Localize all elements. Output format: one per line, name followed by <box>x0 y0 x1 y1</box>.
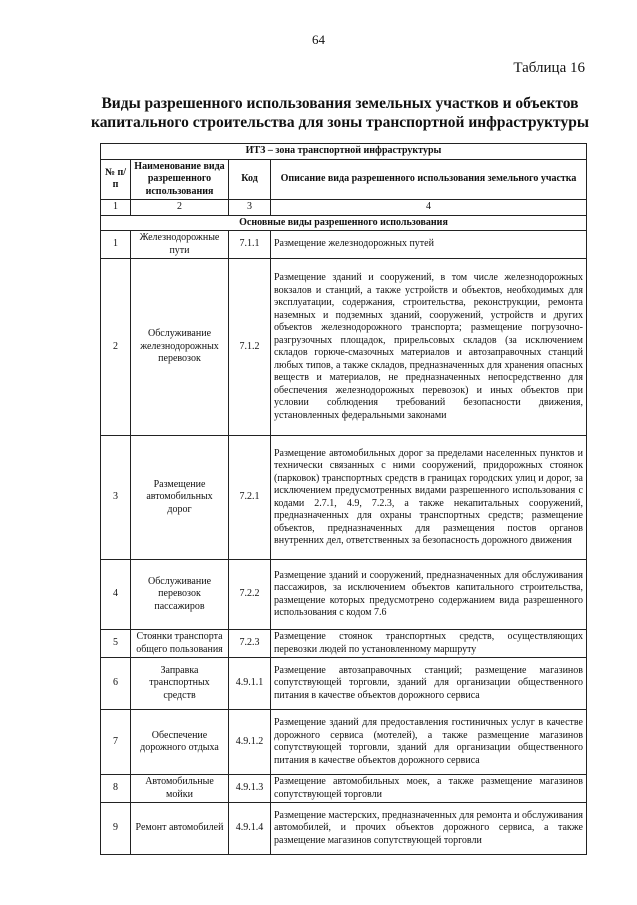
row-code: 4.9.1.4 <box>229 803 271 855</box>
table-row <box>101 630 587 658</box>
col-index-2: 2 <box>131 200 229 216</box>
col-header-name: Наименование вида разрешенного использования <box>131 159 229 200</box>
row-num: 6 <box>101 658 131 710</box>
row-code: 4.9.1.3 <box>229 775 271 803</box>
row-num: 4 <box>101 560 131 630</box>
row-name: Автомобильные мойки <box>131 775 229 803</box>
row-name: Ремонт автомобилей <box>131 803 229 855</box>
row-desc: Размещение железнодорожных путей <box>271 231 587 259</box>
col-index-1: 1 <box>101 200 131 216</box>
row-name: Заправка транспортных средств <box>131 658 229 710</box>
col-index-4: 4 <box>271 200 587 216</box>
document-title: Виды разрешенного использования земельных участков и объектов капитального строительства для зоны транспортной инфраструктуры <box>91 95 589 131</box>
row-code: 4.9.1.2 <box>229 710 271 775</box>
row-code: 7.2.1 <box>229 436 271 560</box>
table-row <box>101 775 587 803</box>
page-number: 64 <box>312 32 325 47</box>
table-row <box>101 658 587 710</box>
table-row <box>101 231 587 259</box>
row-num: 8 <box>101 775 131 803</box>
row-desc: Размещение зданий и сооружений, предназначенных для обслуживания пассажиров, за исключением объектов капитального строительства, размещение которых предусмотрено содержанием вида разрешенного использования с кодом 7.6 <box>271 560 587 630</box>
row-desc: Размещение автозаправочных станций; размещение магазинов сопутствующей торговли, зданий для организации общественного питания в качестве объектов дорожного сервиса <box>271 658 587 710</box>
table-row <box>101 560 587 630</box>
row-num: 9 <box>101 803 131 855</box>
row-desc: Размещение автомобильных дорог за пределами населенных пунктов и технически связанных с ними сооружений, придорожных стоянок (парковок) транспортных средств в границах городских улиц и дорог, за исключением предусмотренных видами разрешенного использования с кодами 2.7.1, 4.9, 7.2.3, а также некапитальных сооружений, предназначенных для охраны транспортных средств; размещение объектов, предназначенных для размещения постов органов внутренних дел, ответственных за безопасность дорожного движения <box>271 436 587 560</box>
col-header-code: Код <box>229 159 271 200</box>
land-use-table <box>100 143 587 855</box>
col-header-desc: Описание вида разрешенного использования земельного участка <box>271 159 587 200</box>
row-code: 7.2.3 <box>229 630 271 658</box>
row-num: 2 <box>101 259 131 436</box>
row-desc: Размещение мастерских, предназначенных для ремонта и обслуживания автомобилей, и прочих объектов дорожного сервиса, а также размещение магазинов сопутствующей торговли <box>271 803 587 855</box>
col-header-num: № п/п <box>101 159 131 200</box>
row-name: Размещение автомобильных дорог <box>131 436 229 560</box>
table-body <box>101 231 587 855</box>
row-code: 7.2.2 <box>229 560 271 630</box>
col-index-3: 3 <box>229 200 271 216</box>
row-desc: Размещение стоянок транспортных средств, осуществляющих перевозки людей по установленному маршруту <box>271 630 587 658</box>
row-code: 4.9.1.1 <box>229 658 271 710</box>
table-row <box>101 436 587 560</box>
row-code: 7.1.2 <box>229 259 271 436</box>
row-name: Обслуживание перевозок пассажиров <box>131 560 229 630</box>
row-name: Железнодорожные пути <box>131 231 229 259</box>
row-name: Обслуживание железнодорожных перевозок <box>131 259 229 436</box>
row-num: 7 <box>101 710 131 775</box>
table-row <box>101 710 587 775</box>
row-desc: Размещение зданий для предоставления гостиничных услуг в качестве дорожного сервиса (мотелей), а также размещение магазинов сопутствующей торговли, зданий для организации общественного питания в качестве объектов дорожного сервиса <box>271 710 587 775</box>
row-num: 1 <box>101 231 131 259</box>
row-num: 3 <box>101 436 131 560</box>
zone-header: ИТЗ – зона транспортной инфраструктуры <box>101 144 587 160</box>
row-desc: Размещение зданий и сооружений, в том числе железнодорожных вокзалов и станций, а также устройств и объектов, необходимых для эксплуатации, содержания, строительства, реконструкции, ремонта наземных и подземных зданий, сооружений, устройств и других объектов железнодорожного транспорта; размещение погрузочно-разгрузочных площадок, прирельсовых складов (за исключением складов горюче-смазочных материалов и автозаправочных станций любых типов, а также складов, предназначенных для хранения опасных веществ и материалов, не предназначенных непосредственно для обеспечения железнодорожных перевозок) и иных объектов при условии соблюдения требований безопасности движения, установленных федеральными законами <box>271 259 587 436</box>
section-title: Основные виды разрешенного использования <box>101 215 587 231</box>
table-row <box>101 259 587 436</box>
row-num: 5 <box>101 630 131 658</box>
table-row <box>101 803 587 855</box>
row-name: Стоянки транспорта общего пользования <box>131 630 229 658</box>
row-code: 7.1.1 <box>229 231 271 259</box>
row-name: Обеспечение дорожного отдыха <box>131 710 229 775</box>
table-label: Таблица 16 <box>513 60 585 76</box>
row-desc: Размещение автомобильных моек, а также размещение магазинов сопутствующей торговли <box>271 775 587 803</box>
